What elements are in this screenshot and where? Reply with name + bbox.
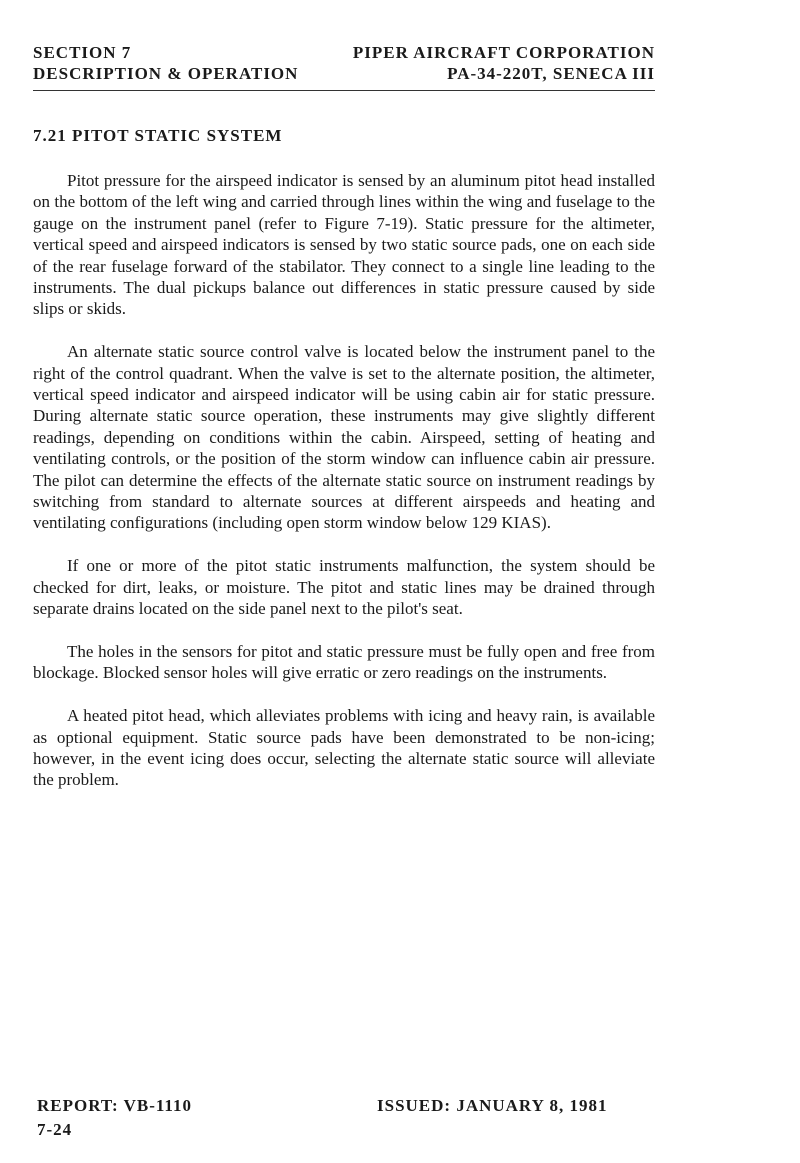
page-title: 7.21 PITOT STATIC SYSTEM <box>33 126 283 145</box>
header-divider <box>33 90 655 91</box>
paragraph-pitot-pressure: Pitot pressure for the airspeed indicator is sensed by an aluminum pitot head installed on the bottom of the left wing and carried through lines within the wing and fuselage to the gauge on the instrument panel (refer to Figure 7-19). Static pressure for the altimeter, vertical speed and airspeed indicators is sensed by two static source pads, one on each side of the rear fuselage forward of the stabilator. They connect to a single line leading to the instruments. The dual pickups balance out differences in static pressure caused by side slips or skids. <box>33 171 655 319</box>
page-number: 7-24 <box>37 1120 73 1139</box>
paragraph-malfunction: If one or more of the pitot static instruments malfunction, the system should be checked for dirt, leaks, or moisture. The pitot and static lines may be drained through separate drains located on the side panel next to the pilot's seat. <box>33 556 655 619</box>
paragraph-heated-pitot: A heated pitot head, which alleviates problems with icing and heavy rain, is available as optional equipment. Static source pads have been demonstrated to be non-icing; however, in the event icing does occur, selecting the alternate static source will alleviate the problem. <box>33 706 655 790</box>
section-title: DESCRIPTION & OPERATION <box>33 64 299 83</box>
body-text <box>33 170 655 812</box>
company-name: PIPER AIRCRAFT CORPORATION <box>352 43 655 62</box>
issue-date: ISSUED: JANUARY 8, 1981 <box>377 1096 608 1115</box>
report-number: REPORT: VB-1110 <box>37 1096 192 1115</box>
paragraph-alternate-static: An alternate static source control valve is located below the instrument panel to the right of the control quadrant. When the valve is set to the alternate position, the altimeter, vertical speed indicator and airspeed indicator will be using cabin air for static pressure. During alternate static source operation, these instruments may give slightly different readings, depending on conditions within the cabin. Airspeed, setting of heating and ventilating controls, or the position of the storm window can influence cabin air pressure. The pilot can determine the effects of the alternate static source on instrument readings by switching from standard to alternate sources at different airspeeds and heating and ventilating configurations (including open storm window below 129 KIAS). <box>33 342 655 533</box>
aircraft-model: PA-34-220T, SENECA III <box>447 64 655 83</box>
section-number: SECTION 7 <box>33 43 132 62</box>
paragraph-sensor-holes: The holes in the sensors for pitot and static pressure must be fully open and free from blockage. Blocked sensor holes will give erratic or zero readings on the instruments. <box>33 641 655 683</box>
